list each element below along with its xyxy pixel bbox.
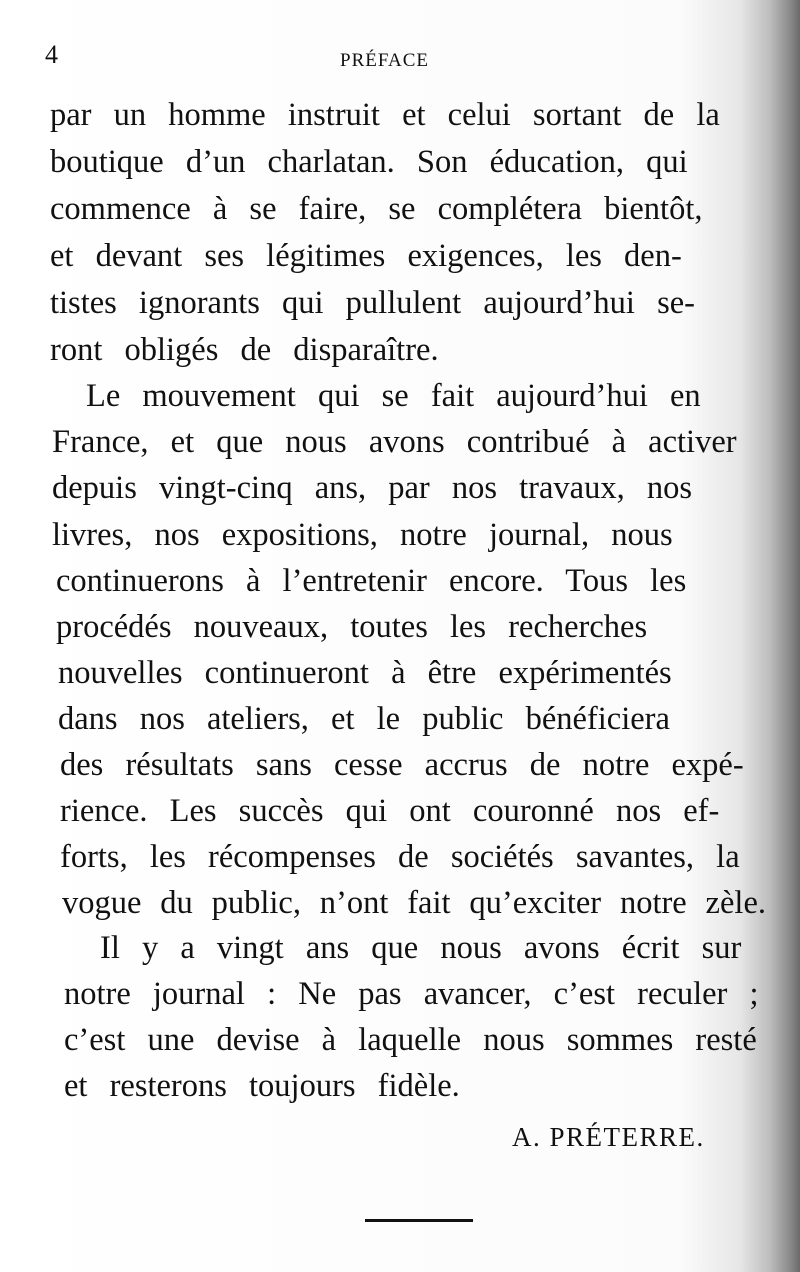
text-line: dans nos ateliers, et le public bénéficiera: [58, 701, 670, 737]
text-line: Il y a vingt ans que nous avons écrit sur: [100, 930, 742, 966]
text-line: vogue du public, n’ont fait qu’exciter notre zèle.: [62, 885, 766, 921]
text-line: forts, les récompenses de sociétés savantes, la: [60, 839, 740, 875]
running-head: PRÉFACE: [340, 50, 430, 71]
closing-rule: [365, 1219, 473, 1222]
text-line: et devant ses légitimes exigences, les den-: [50, 238, 682, 274]
text-line: livres, nos expositions, notre journal, nous: [52, 517, 673, 553]
text-line: rience. Les succès qui ont couronné nos ef-: [60, 793, 720, 829]
text-line: par un homme instruit et celui sortant de la: [50, 97, 720, 133]
text-line: nouvelles continueront à être expérimentés: [58, 655, 672, 691]
text-line: boutique d’un charlatan. Son éducation, qui: [50, 144, 688, 180]
text-line: des résultats sans cesse accrus de notre expé-: [60, 747, 744, 783]
text-line: commence à se faire, se complétera bientôt,: [50, 191, 703, 227]
page-number: 4: [45, 40, 58, 69]
author-signature: A. PRÉTERRE.: [512, 1122, 705, 1152]
text-line: c’est une devise à laquelle nous sommes resté: [64, 1022, 757, 1058]
text-line: tistes ignorants qui pullulent aujourd’hui se-: [50, 285, 695, 321]
text-line: procédés nouveaux, toutes les recherches: [56, 609, 648, 645]
text-line: et resterons toujours fidèle.: [64, 1068, 460, 1104]
text-line: continuerons à l’entretenir encore. Tous les: [56, 563, 687, 599]
text-line: notre journal : Ne pas avancer, c’est reculer ;: [64, 976, 759, 1012]
text-line: ront obligés de disparaître.: [50, 332, 439, 368]
text-line: depuis vingt-cinq ans, par nos travaux, nos: [52, 470, 693, 506]
text-line: France, et que nous avons contribué à activer: [52, 424, 737, 460]
text-line: Le mouvement qui se fait aujourd’hui en: [86, 378, 701, 414]
